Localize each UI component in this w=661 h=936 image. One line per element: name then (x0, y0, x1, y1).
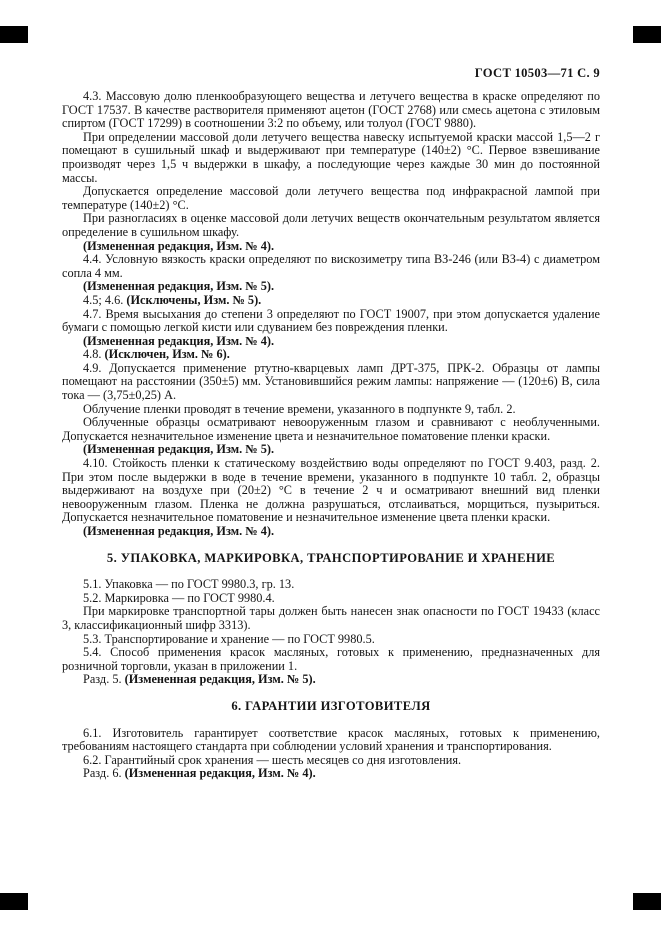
paragraph (62, 131, 600, 185)
paragraph (62, 348, 600, 362)
paragraph (62, 212, 600, 239)
text-run: Разд. 5. (83, 672, 125, 687)
text-run: 6.1. Изготовитель гарантирует соответствие красок масляных, готовых к применению, требованиям настоящего стандарта при соблюдении условий хранения и транспортирования. (62, 725, 600, 754)
paragraph (62, 294, 600, 308)
paragraph (62, 727, 600, 754)
paragraph (62, 90, 600, 131)
text-run: При разногласиях в оценке массовой доли летучих веществ окончательным результатом является определение в сушильном шкафу. (62, 211, 600, 239)
page-header: ГОСТ 10503—71 С. 9 (474, 66, 600, 80)
paragraph (62, 673, 600, 687)
text-run: Допускается определение массовой доли летучего вещества под инфракрасной лампой при температуре (140±2) °С. (62, 184, 600, 212)
paragraph (62, 578, 600, 592)
text-run: 5. УПАКОВКА, МАРКИРОВКА, ТРАНСПОРТИРОВАНИЕ И ХРАНЕНИЕ (106, 550, 556, 565)
text-run: (Исключены, Изм. № 5). (126, 292, 262, 307)
text-run: 5.3. Транспортирование и хранение — по ГОСТ 9980.5. (83, 631, 375, 646)
text-run: 5.4. Способ применения красок масляных, готовых к применению, предназначенных для розничной торговли, указан в приложении 1. (62, 645, 600, 673)
paragraph (62, 403, 600, 417)
text-run: (Измененная редакция, Изм. № 5). (83, 442, 275, 457)
text-run: 6. ГАРАНТИИ ИЗГОТОВИТЕЛЯ (231, 698, 431, 713)
corner-crop-mark-top-right (633, 26, 661, 43)
paragraph (62, 443, 600, 457)
text-run: 4.9. Допускается применение ртутно-кварцевых ламп ДРТ-375, ПРК-2. Образцы от лампы помещают на расстоянии (350±5) мм. Установившийся режим лампы: напряжение — (120±6) В, сила тока — (3,75±0,25) А. (62, 360, 600, 403)
text-run: 4.10. Стойкость пленки к статическому воздействию воды определяют по ГОСТ 9.403, разд. 2. При этом после выдержки в воде в течение времени, указанного в подпункте 10 табл. 2, образцы выдерживают на воздухе при (20±2) °С в течение 2 ч и осматривают внешний вид пленки невооруженным глазом. Пленка не должна разрушаться, отслаиваться, морщиться, пузыриться. Допускается незначительное поматовение и незначительное изменение цвета пленки краски. (62, 456, 600, 525)
paragraph (62, 280, 600, 294)
paragraph (62, 416, 600, 443)
paragraph (62, 308, 600, 335)
paragraph (62, 335, 600, 349)
paragraph (62, 457, 600, 525)
text-run: При маркировке транспортной тары должен быть нанесен знак опасности по ГОСТ 19433 (класс 3, классификационный шифр 3313). (62, 604, 600, 632)
corner-crop-mark-bottom-left (0, 893, 28, 910)
text-run: 4.4. Условную вязкость краски определяют по вискозиметру типа ВЗ-246 (или ВЗ-4) с диаметром сопла 4 мм. (62, 252, 600, 280)
text-run: 4.7. Время высыхания до степени 3 определяют по ГОСТ 19007, при этом допускается удаление бумаги с помощью легкой кисти или сдуванием без повреждения пленки. (62, 306, 600, 335)
corner-crop-mark-bottom-right (633, 893, 661, 910)
text-run: Разд. 6. (83, 766, 125, 781)
text-run: (Измененная редакция, Изм. № 4). (124, 766, 316, 781)
text-run: При определении массовой доли летучего вещества навеску испытуемой краски массой 1,5—2 г помещают в сушильный шкаф и выдерживают при температуре (140±2) °С. Первое взвешивание производят через 1,5 ч выдержки в шкафу, а последующие через каждые 30 мин до постоянной массы. (62, 129, 600, 185)
paragraph (62, 592, 600, 606)
text-run: 6.2. Гарантийный срок хранения — шесть месяцев со дня изготовления. (83, 752, 462, 767)
section-heading (62, 700, 600, 714)
text-run: (Измененная редакция, Изм. № 4). (83, 333, 275, 348)
text-run: Облученные образцы осматривают невооруженным глазом и сравнивают с необлученными. Допускается незначительное изменение цвета и незначительное поматовение пленки краски. (62, 415, 600, 443)
paragraph (62, 525, 600, 539)
paragraph (62, 253, 600, 280)
text-run: 5.1. Упаковка — по ГОСТ 9980.3, гр. 13. (83, 577, 295, 592)
text-run: (Измененная редакция, Изм. № 5). (124, 672, 316, 687)
document-body (62, 90, 600, 781)
text-run: (Измененная редакция, Изм. № 5). (83, 279, 275, 294)
paragraph (62, 362, 600, 403)
text-run: 4.3. Массовую долю пленкообразующего вещества и летучего вещества в краске определяют по ГОСТ 17537. В качестве растворителя применяют ацетон (ГОСТ 2768) или смесь ацетона с этиловым спиртом (ГОСТ 17299) в соотношении 3:2 по объему, или толуол (ГОСТ 9880). (62, 89, 600, 131)
corner-crop-mark-top-left (0, 26, 28, 43)
text-run: 4.8. (83, 347, 105, 362)
paragraph (62, 605, 600, 632)
paragraph (62, 754, 600, 768)
text-run: (Измененная редакция, Изм. № 4). (83, 524, 275, 538)
section-heading (62, 552, 600, 566)
text-run: (Исключен, Изм. № 6). (104, 347, 230, 362)
paragraph (62, 767, 600, 781)
text-run: 5.2. Маркировка — по ГОСТ 9980.4. (83, 590, 275, 605)
paragraph (62, 646, 600, 673)
text-run: (Измененная редакция, Изм. № 4). (83, 238, 275, 253)
text-run: Облучение пленки проводят в течение времени, указанного в подпункте 9, табл. 2. (83, 401, 516, 416)
paragraph (62, 185, 600, 212)
text-run: 4.5; 4.6. (83, 292, 127, 307)
paragraph (62, 240, 600, 254)
paragraph (62, 633, 600, 647)
